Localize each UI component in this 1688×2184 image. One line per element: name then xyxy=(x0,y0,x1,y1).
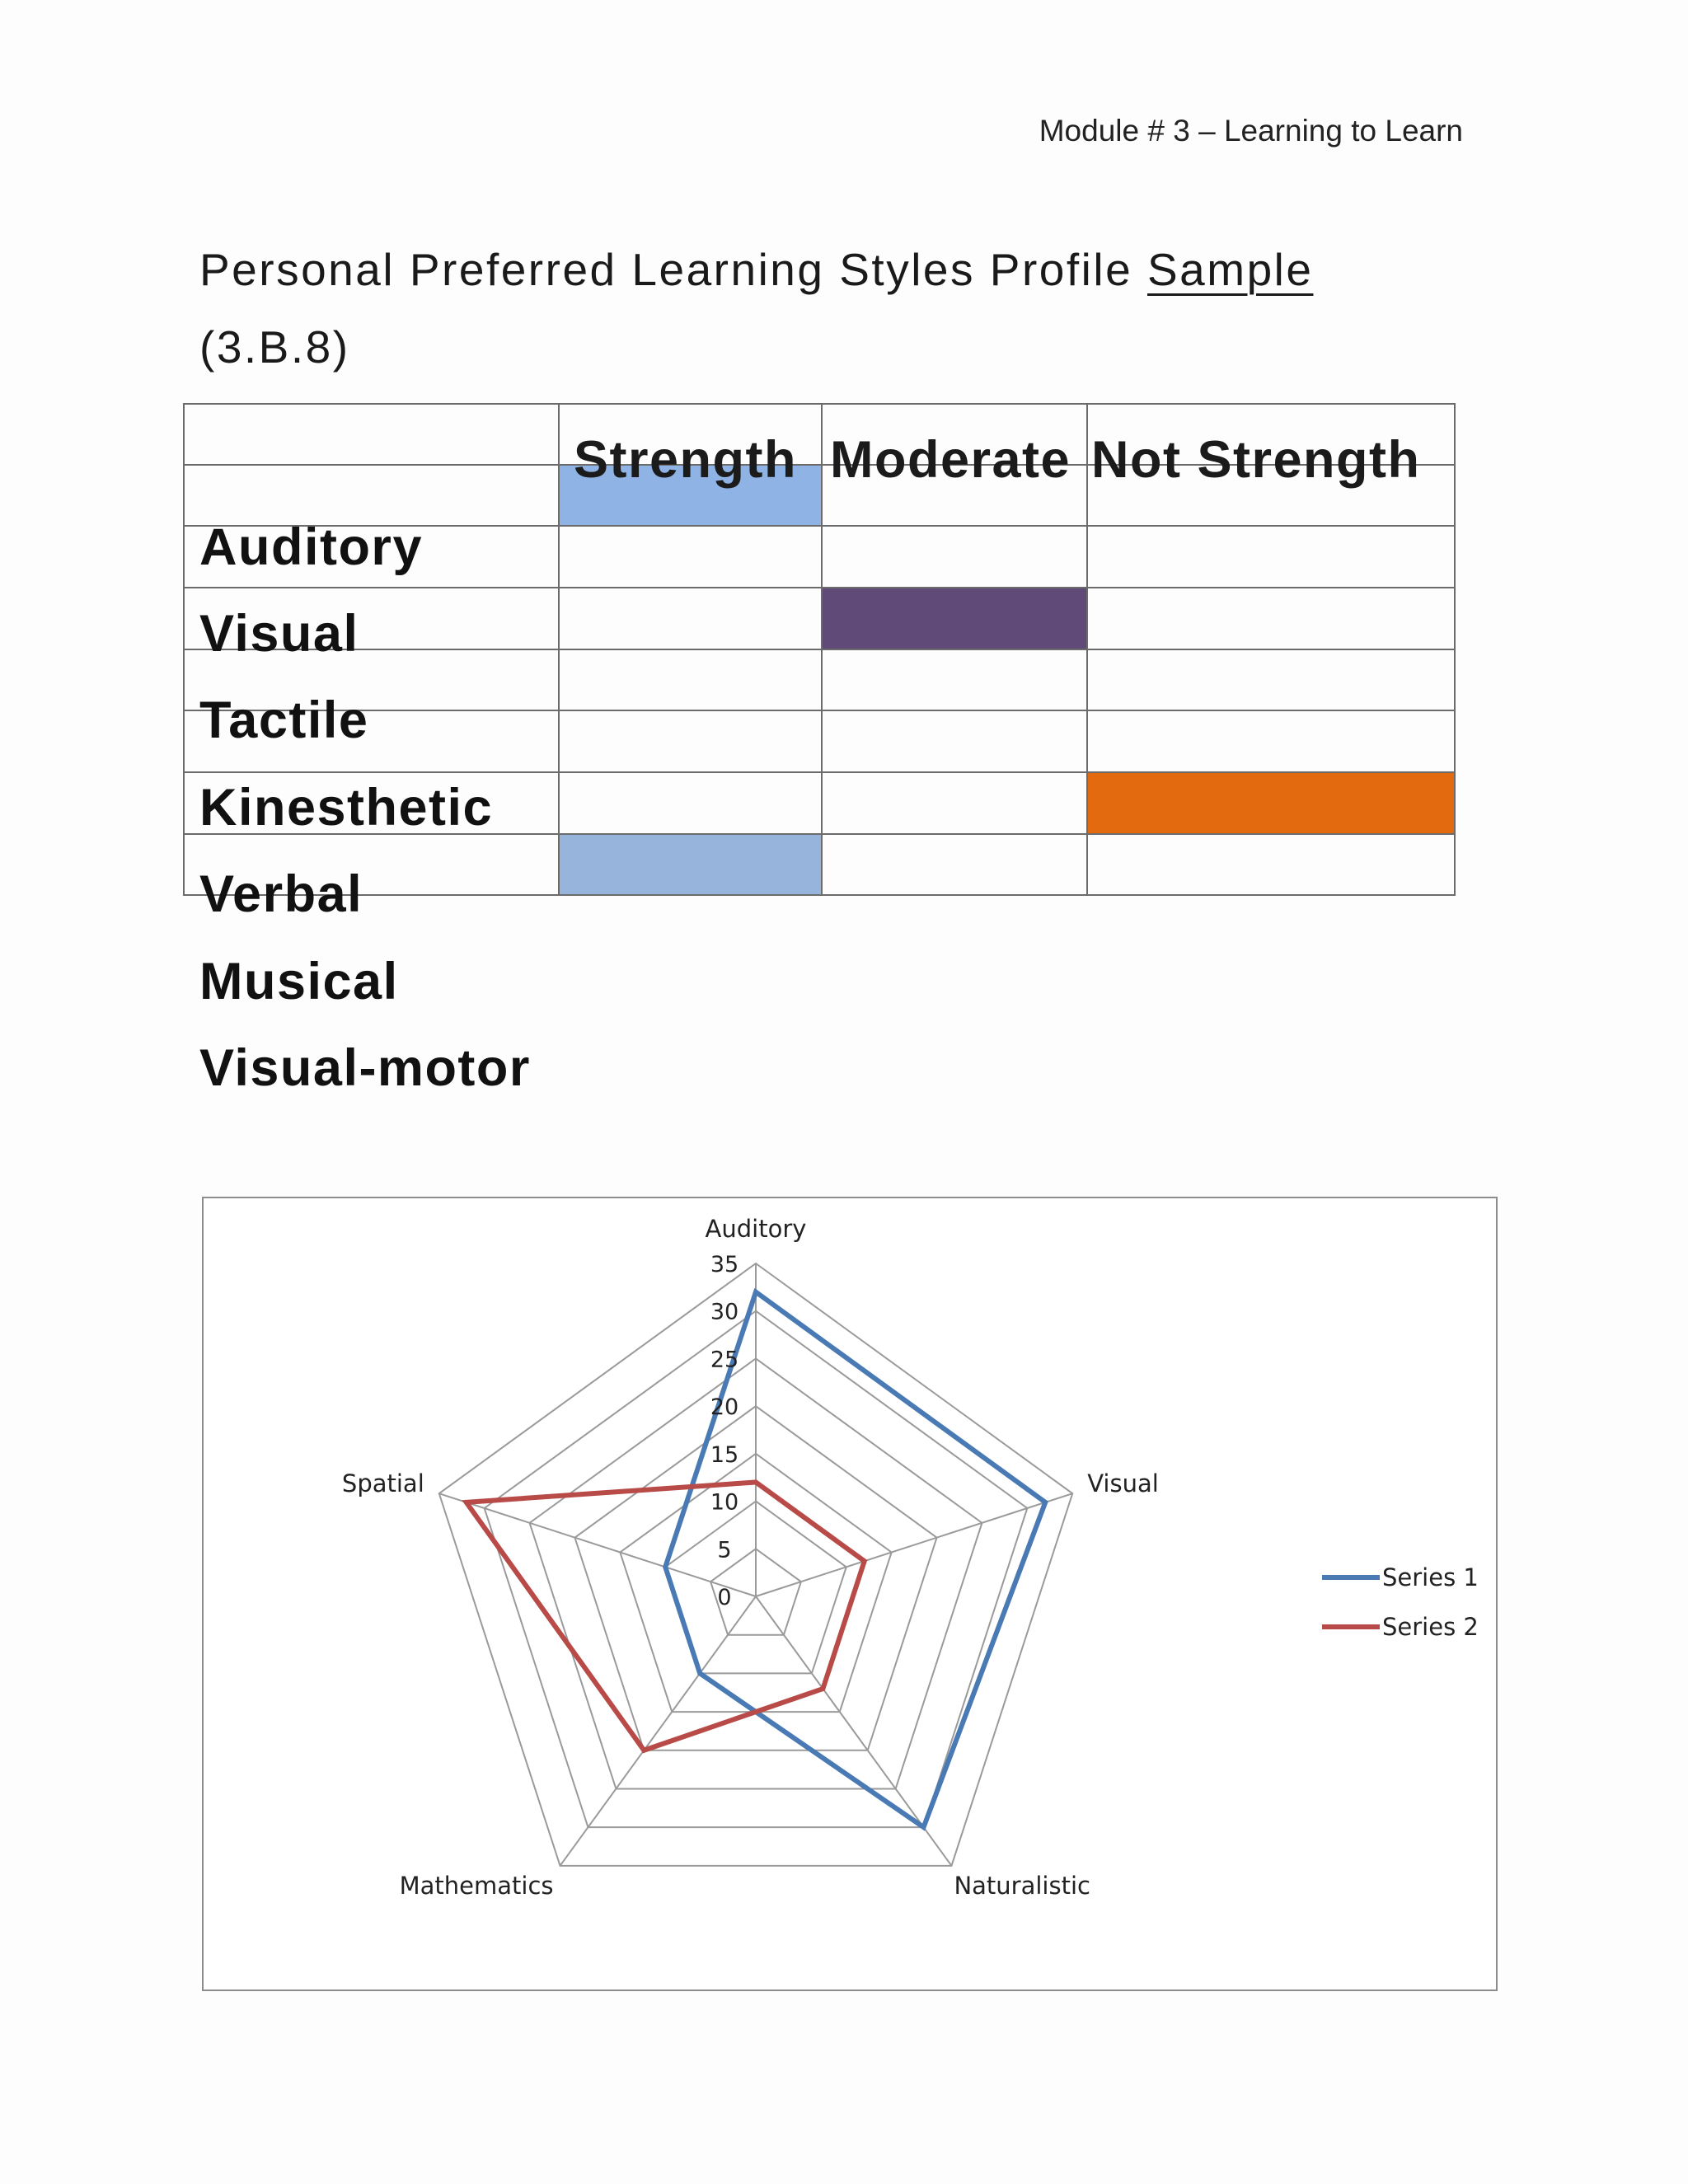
fill-strength-verbal xyxy=(559,835,821,895)
radar-category-label-auditory: Auditory xyxy=(705,1215,807,1243)
radar-tick-label: 25 xyxy=(710,1347,739,1373)
radar-category-label-spatial: Spatial xyxy=(341,1469,424,1498)
column-header-strength: Strength xyxy=(574,431,797,489)
legend-label-series-2: Series 2 xyxy=(1382,1613,1479,1641)
row-label-auditory: Auditory xyxy=(199,518,423,576)
row-label-musical: Musical xyxy=(199,953,399,1010)
table-vline xyxy=(821,403,823,896)
row-label-verbal: Verbal xyxy=(199,865,363,923)
row-label-tactile: Tactile xyxy=(199,691,369,749)
radar-tick-label: 20 xyxy=(710,1394,739,1421)
title-code: (3.B.8) xyxy=(199,321,350,373)
fill-moderate-visual xyxy=(823,588,1086,649)
table-vline xyxy=(183,403,185,896)
row-label-kinesthetic: Kinesthetic xyxy=(199,779,494,837)
radar-tick-label: 15 xyxy=(710,1441,739,1468)
table-vline xyxy=(1086,403,1088,896)
radar-chart xyxy=(202,1197,1498,1991)
table-hline xyxy=(183,649,1456,650)
legend-label-series-1: Series 1 xyxy=(1382,1563,1479,1591)
column-header-moderate: Moderate xyxy=(830,431,1071,489)
radar-tick-label: 10 xyxy=(710,1489,739,1516)
column-header-not-strength: Not Strength xyxy=(1091,431,1421,489)
table-hline xyxy=(183,710,1456,711)
radar-spoke xyxy=(560,1596,756,1866)
table-vline xyxy=(1454,403,1456,896)
table-hline xyxy=(183,403,1456,405)
running-header: Module # 3 – Learning to Learn xyxy=(1039,114,1463,148)
radar-category-label-visual: Visual xyxy=(1087,1469,1159,1498)
table-hline xyxy=(183,894,1456,896)
table-hline xyxy=(183,587,1456,588)
radar-chart-svg xyxy=(204,1198,1496,1990)
table-vline xyxy=(558,403,560,896)
fill-not-strength-kinesthetic xyxy=(1088,773,1454,834)
radar-labels xyxy=(342,1215,1159,1900)
radar-tick-label: 5 xyxy=(717,1537,732,1563)
radar-tick-label: 30 xyxy=(710,1299,739,1325)
row-label-visual-motor: Visual-motor xyxy=(199,1039,531,1097)
radar-grid xyxy=(439,1263,1072,1866)
title-sample: Sample xyxy=(1146,244,1314,295)
table-hline xyxy=(183,771,1456,773)
chart-legend xyxy=(1322,1563,1479,1641)
radar-spoke xyxy=(756,1493,1072,1596)
radar-tick-label: 0 xyxy=(717,1585,732,1610)
radar-tick-label: 35 xyxy=(710,1252,739,1277)
radar-category-label-naturalistic: Naturalistic xyxy=(954,1871,1090,1900)
title-main: Personal Preferred Learning Styles Profile xyxy=(199,244,1147,295)
radar-spoke xyxy=(439,1493,756,1596)
radar-category-label-mathematics: Mathematics xyxy=(399,1871,554,1900)
row-label-visual: Visual xyxy=(199,605,359,663)
